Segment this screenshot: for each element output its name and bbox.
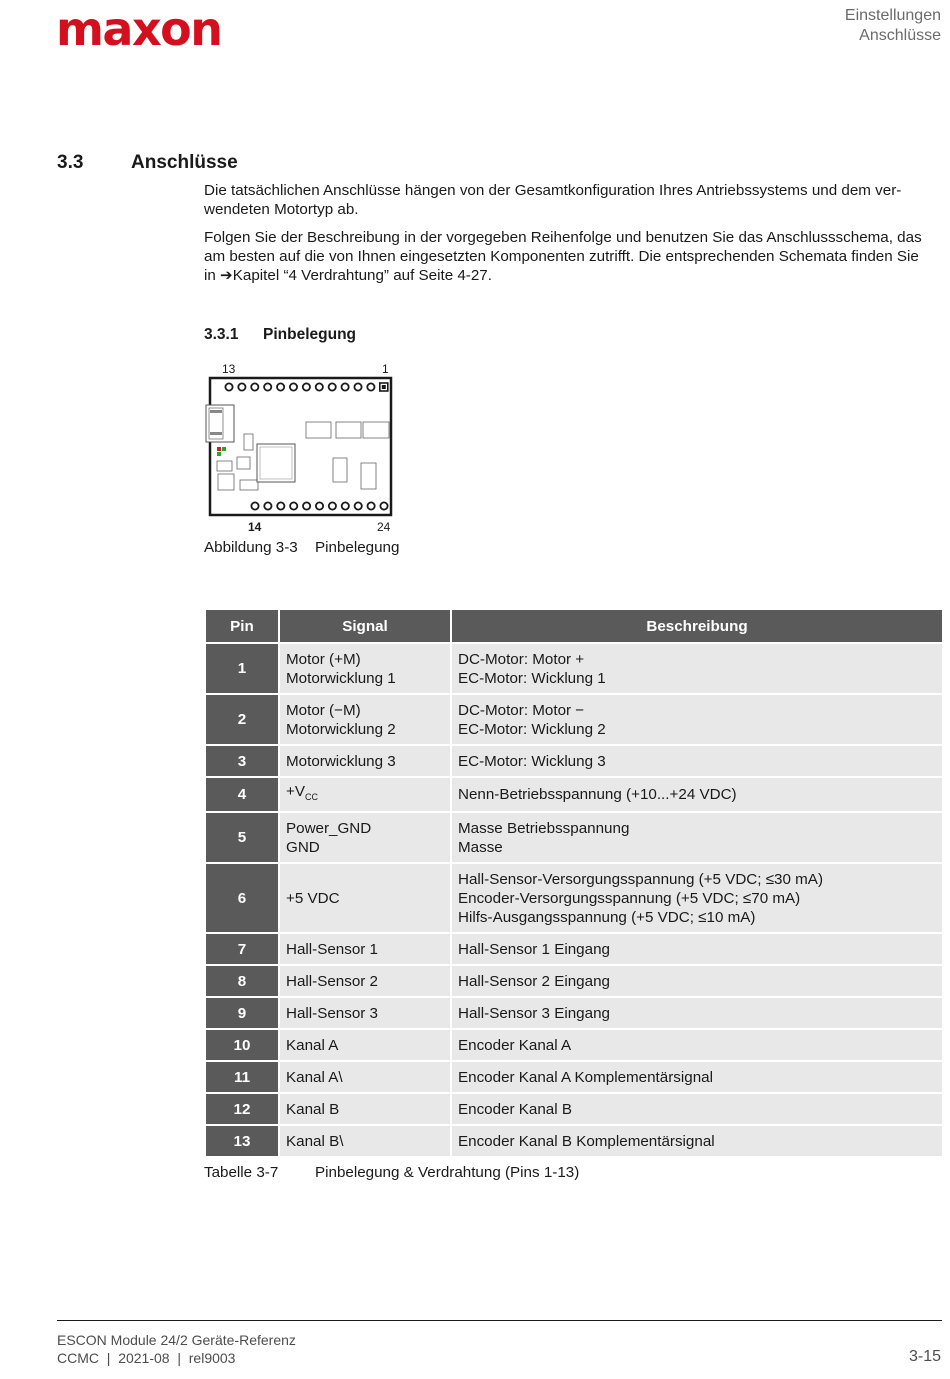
- pin-number: 5: [205, 812, 279, 863]
- chapter-link[interactable]: Kapitel “4 Verdrahtung” auf Seite 4-27.: [232, 267, 492, 284]
- description-text: Hall-Sensor 2 Eingang: [458, 972, 610, 990]
- signal-cell: [279, 643, 451, 694]
- pin-label-13: 13: [222, 362, 236, 376]
- paragraph-line: [204, 266, 942, 285]
- pin-hole: [290, 502, 297, 509]
- pin-number: 13: [205, 1125, 279, 1157]
- pin-hole: [264, 502, 271, 509]
- signal-text: Motorwicklung 3: [286, 752, 396, 770]
- pin-label-1: 1: [382, 362, 389, 376]
- footer-document-title: ESCON Module 24/2 Geräte-Referenz: [57, 1332, 296, 1348]
- description-cell: [451, 1093, 943, 1125]
- pin-number: 8: [205, 965, 279, 997]
- board-outline: [210, 378, 391, 515]
- description-cell: [451, 745, 943, 777]
- pin-hole: [225, 383, 232, 390]
- paragraph-line: Folgen Sie der Beschreibung in der vorgegeben Reihenfolge und benutzen Sie das Anschlussschema, das: [204, 229, 922, 246]
- table-row: [205, 933, 943, 965]
- description-text: Masse: [458, 838, 503, 856]
- description-text: Hall-Sensor 1 Eingang: [458, 940, 610, 958]
- component: [237, 457, 250, 469]
- signal-cell: [279, 965, 451, 997]
- signal-cell: [279, 694, 451, 745]
- table-row: [205, 694, 943, 745]
- signal-text: Motor (−M): [286, 701, 361, 719]
- component: [244, 434, 253, 450]
- signal-text: Motorwicklung 1: [286, 669, 396, 687]
- description-cell: [451, 863, 943, 933]
- description-cell: [451, 965, 943, 997]
- pin-number: 10: [205, 1029, 279, 1061]
- description-text: DC-Motor: Motor −: [458, 701, 585, 719]
- pinout-diagram: [204, 360, 404, 538]
- pin-hole: [367, 383, 374, 390]
- text-prefix: in: [204, 267, 221, 284]
- table-row: [205, 863, 943, 933]
- description-text: EC-Motor: Wicklung 2: [458, 720, 606, 738]
- signal-text: Kanal B\: [286, 1132, 344, 1150]
- signal-subscript: CC: [305, 792, 318, 803]
- description-cell: [451, 1061, 943, 1093]
- main-chip-inner: [260, 447, 292, 479]
- pin-hole: [303, 383, 310, 390]
- pin-hole: [329, 502, 336, 509]
- pin-label-14: 14: [248, 520, 262, 534]
- pin-hole: [238, 383, 245, 390]
- component: [333, 458, 347, 482]
- signal-cell: [279, 1061, 451, 1093]
- description-cell: [451, 1125, 943, 1157]
- table-caption-text: Pinbelegung & Verdrahtung (Pins 1-13): [315, 1164, 580, 1181]
- header-signal: Signal: [279, 609, 451, 643]
- intro-paragraph: [204, 181, 942, 219]
- signal-text: Hall-Sensor 3: [286, 1004, 379, 1022]
- pin-hole: [251, 383, 258, 390]
- pin-hole: [316, 383, 323, 390]
- table-row: [205, 745, 943, 777]
- pin-table: [204, 608, 944, 1158]
- table-row: [205, 1093, 943, 1125]
- table-row: [205, 1125, 943, 1157]
- description-text: Hall-Sensor 3 Eingang: [458, 1004, 610, 1022]
- signal-text: Kanal A\: [286, 1068, 343, 1086]
- paragraph-line: wendeten Motortyp ab.: [204, 201, 359, 218]
- description-text: Hall-Sensor-Versorgungsspannung (+5 VDC; ≤30 mA): [458, 870, 823, 888]
- signal-cell: [279, 1093, 451, 1125]
- signal-cell: [279, 812, 451, 863]
- description-cell: [451, 643, 943, 694]
- signal-cell: [279, 997, 451, 1029]
- signal-cell: [279, 933, 451, 965]
- signal-cell: [279, 777, 451, 812]
- table-row: [205, 812, 943, 863]
- pin-hole: [303, 502, 310, 509]
- pin-hole: [342, 502, 349, 509]
- description-text: Encoder Kanal B Komplementärsignal: [458, 1132, 715, 1150]
- led-green: [222, 447, 226, 451]
- led-red: [217, 447, 221, 451]
- pin-number: 9: [205, 997, 279, 1029]
- arrow-icon: ➔: [220, 267, 233, 284]
- signal-text: Motor (+M): [286, 650, 361, 668]
- paragraph-line: Die tatsächlichen Anschlüsse hängen von der Gesamtkonfiguration Ihres Antriebssystems und dem ver-: [204, 182, 902, 199]
- signal-text: Hall-Sensor 2: [286, 972, 379, 990]
- signal-cell: [279, 1029, 451, 1061]
- pin-hole: [329, 383, 336, 390]
- description-text: Encoder-Versorgungsspannung (+5 VDC; ≤70 mA): [458, 889, 801, 907]
- signal-cell: [279, 1125, 451, 1157]
- signal-text: GND: [286, 838, 320, 856]
- description-text: Nenn-Betriebsspannung (+10...+24 VDC): [458, 786, 737, 803]
- pin-hole: [264, 383, 271, 390]
- led-green: [217, 452, 221, 456]
- component: [217, 461, 232, 471]
- signal-cell: [279, 863, 451, 933]
- signal-text: Hall-Sensor 1: [286, 940, 379, 958]
- description-text: Masse Betriebsspannung: [458, 819, 630, 837]
- description-text: Encoder Kanal B: [458, 1100, 572, 1118]
- signal-text: Kanal A: [286, 1036, 339, 1054]
- header-pin: Pin: [205, 609, 279, 643]
- figure-caption-number: Abbildung 3-3: [204, 539, 298, 556]
- pin-hole: [380, 502, 387, 509]
- section-number: 3.3: [57, 152, 84, 173]
- pin-hole: [368, 502, 375, 509]
- description-cell: [451, 1029, 943, 1061]
- header-section: Anschlüsse: [859, 27, 941, 44]
- footer-document-info: CCMC | 2021-08 | rel9003: [57, 1350, 236, 1366]
- header-chapter: Einstellungen: [844, 7, 941, 24]
- figure-caption-text: Pinbelegung: [315, 539, 400, 556]
- pin-number: 7: [205, 933, 279, 965]
- pin-number: 4: [205, 777, 279, 812]
- description-cell: [451, 777, 943, 812]
- pin-hole: [355, 502, 362, 509]
- signal-text: [286, 782, 444, 807]
- pin-hole: [277, 383, 284, 390]
- subsection-title: Pinbelegung: [263, 326, 356, 343]
- header-description: Beschreibung: [451, 609, 943, 643]
- signal-text: Kanal B: [286, 1100, 340, 1118]
- pin-label-24: 24: [377, 520, 391, 534]
- table-row: [205, 643, 943, 694]
- description-cell: [451, 933, 943, 965]
- signal-text: Motorwicklung 2: [286, 720, 396, 738]
- table-row: [205, 965, 943, 997]
- table-row: [205, 777, 943, 812]
- maxon-logo: maxon: [56, 2, 222, 56]
- pin-hole: [354, 383, 361, 390]
- description-text: Encoder Kanal A: [458, 1036, 572, 1054]
- description-text: EC-Motor: Wicklung 3: [458, 752, 606, 770]
- description-cell: [451, 997, 943, 1029]
- signal-text: +5 VDC: [286, 889, 340, 907]
- description-text: Hilfs-Ausgangsspannung (+5 VDC; ≤10 mA): [458, 908, 756, 926]
- component: [240, 480, 258, 490]
- pin-number: 6: [205, 863, 279, 933]
- instruction-paragraph: [204, 228, 942, 285]
- signal-cell: [279, 745, 451, 777]
- table-header-row: [205, 609, 943, 643]
- footer-divider: [57, 1320, 942, 1321]
- section-title: Anschlüsse: [131, 152, 238, 173]
- pin-hole: [342, 383, 349, 390]
- pin-hole: [290, 383, 297, 390]
- component: [361, 463, 376, 489]
- table-caption-number: Tabelle 3-7: [204, 1164, 279, 1181]
- connector-tab: [210, 410, 222, 413]
- description-text: EC-Motor: Wicklung 1: [458, 669, 606, 687]
- pin-number: 1: [205, 643, 279, 694]
- pin-hole: [251, 502, 258, 509]
- signal-main: +V: [286, 782, 305, 800]
- description-cell: [451, 694, 943, 745]
- description-cell: [451, 812, 943, 863]
- component: [363, 422, 389, 438]
- component: [306, 422, 331, 438]
- subsection-number: 3.3.1: [204, 326, 239, 343]
- header-breadcrumb: [845, 6, 941, 46]
- page-number: 3-15: [908, 1348, 941, 1365]
- description-text: DC-Motor: Motor +: [458, 650, 585, 668]
- table-row: [205, 1029, 943, 1061]
- connector-tab: [210, 432, 222, 435]
- pin-number: 11: [205, 1061, 279, 1093]
- description-text: Encoder Kanal A Komplementärsignal: [458, 1068, 713, 1086]
- pin-hole: [316, 502, 323, 509]
- pin-number: 12: [205, 1093, 279, 1125]
- pin-1-marker: [382, 385, 386, 389]
- table-row: [205, 997, 943, 1029]
- signal-text: Power_GND: [286, 819, 372, 837]
- component: [218, 474, 234, 490]
- pin-hole: [277, 502, 284, 509]
- pin-number: 3: [205, 745, 279, 777]
- pin-number: 2: [205, 694, 279, 745]
- paragraph-line: am besten auf die von Ihnen eingesetzten Komponenten zutrifft. Die entsprechenden Schemata finden Sie: [204, 248, 919, 265]
- table-row: [205, 1061, 943, 1093]
- component: [336, 422, 361, 438]
